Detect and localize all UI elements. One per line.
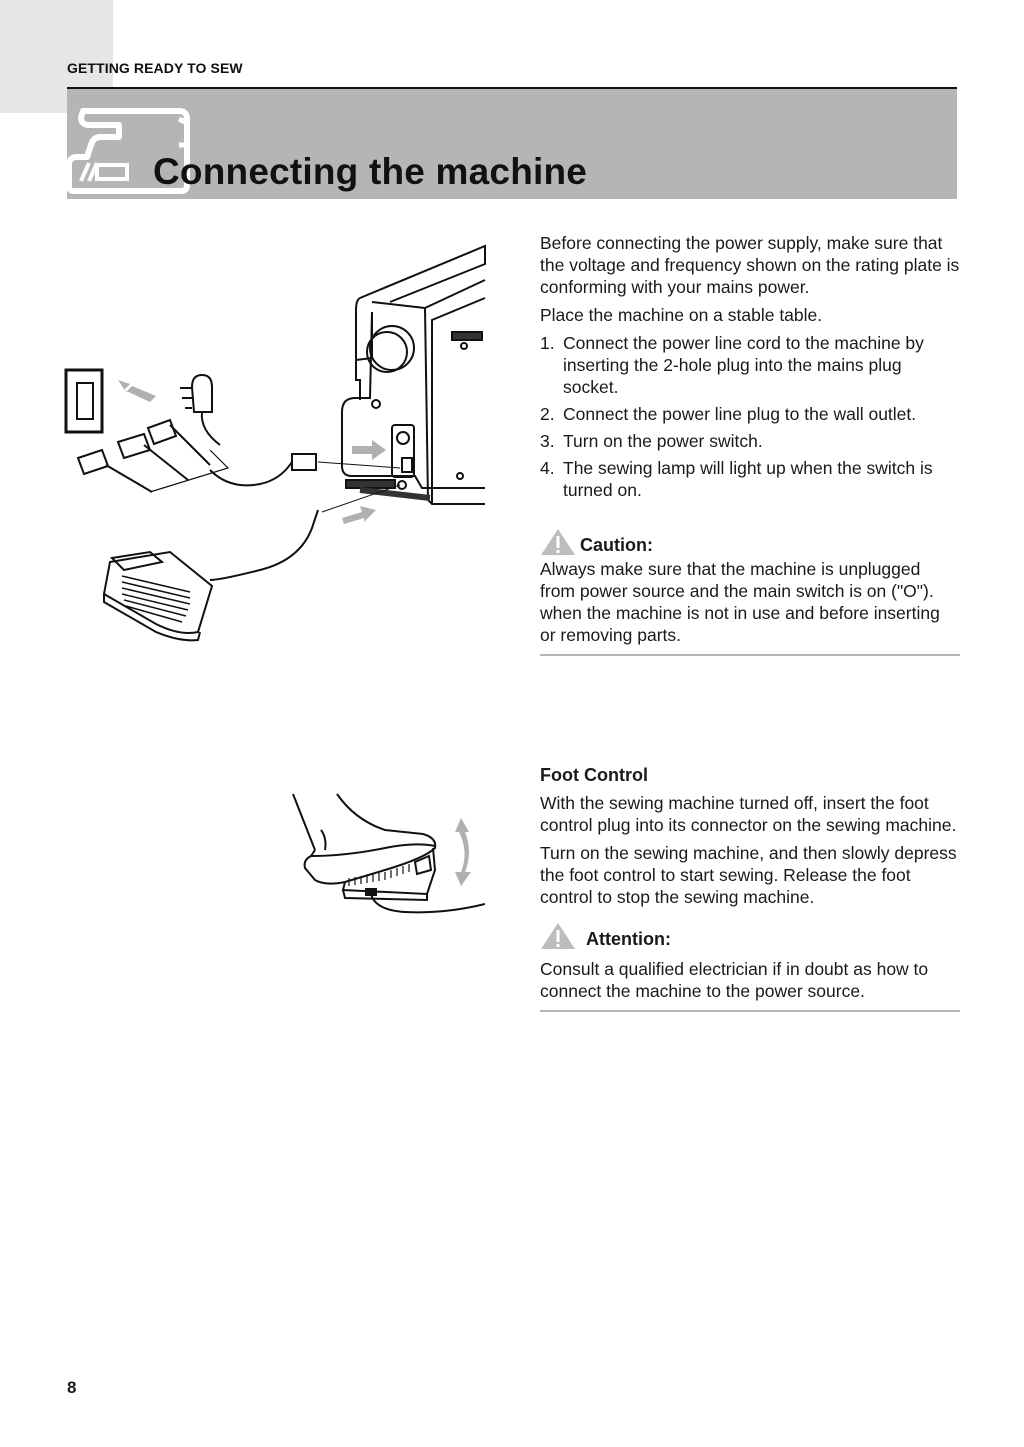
caution-text: Always make sure that the machine is unplugged from power source and the main switch is on ("O"). when the machine is not in use and before inserting or removing parts. [540,559,940,645]
page-number: 8 [67,1378,77,1397]
connecting-instructions [540,232,960,656]
foot-pressing-pedal-illustration [285,790,485,920]
attention-heading: Attention: [540,922,960,950]
step-item: 3. Turn on the power switch. [540,431,763,451]
foot-control-paragraph-1: With the sewing machine turned off, insert the foot control plug into its connector on the sewing machine. [540,793,957,835]
warning-triangle-icon [540,922,576,950]
warning-triangle-icon [540,528,576,556]
divider [540,654,960,656]
step-item: 1. Connect the power line cord to the machine by inserting the 2-hole plug into the mains plug socket. [540,333,924,397]
step-item: 4. The sewing lamp will light up when the switch is turned on. [540,458,933,500]
divider [540,1010,960,1012]
placement-paragraph: Place the machine on a stable table. [540,305,823,325]
foot-control-paragraph-2: Turn on the sewing machine, and then slowly depress the foot control to start sewing. Release the foot control to stop the sewing machine. [540,843,957,907]
foot-control-heading: Foot Control [540,765,648,785]
power-cord-and-foot-control-connection-illustration [60,240,490,650]
steps-list [540,332,960,501]
caution-heading: Caution: [540,528,960,556]
foot-control-section [540,764,960,1012]
attention-text: Consult a qualified electrician if in doubt as how to connect the machine to the power source. [540,959,929,1001]
step-item: 2. Connect the power line plug to the wall outlet. [540,404,917,424]
section-label: GETTING READY TO SEW [67,60,243,76]
page-title: Connecting the machine [153,151,588,192]
title-bar [67,87,957,199]
intro-paragraph: Before connecting the power supply, make sure that the voltage and frequency shown on the rating plate is conforming with your mains power. [540,233,960,297]
